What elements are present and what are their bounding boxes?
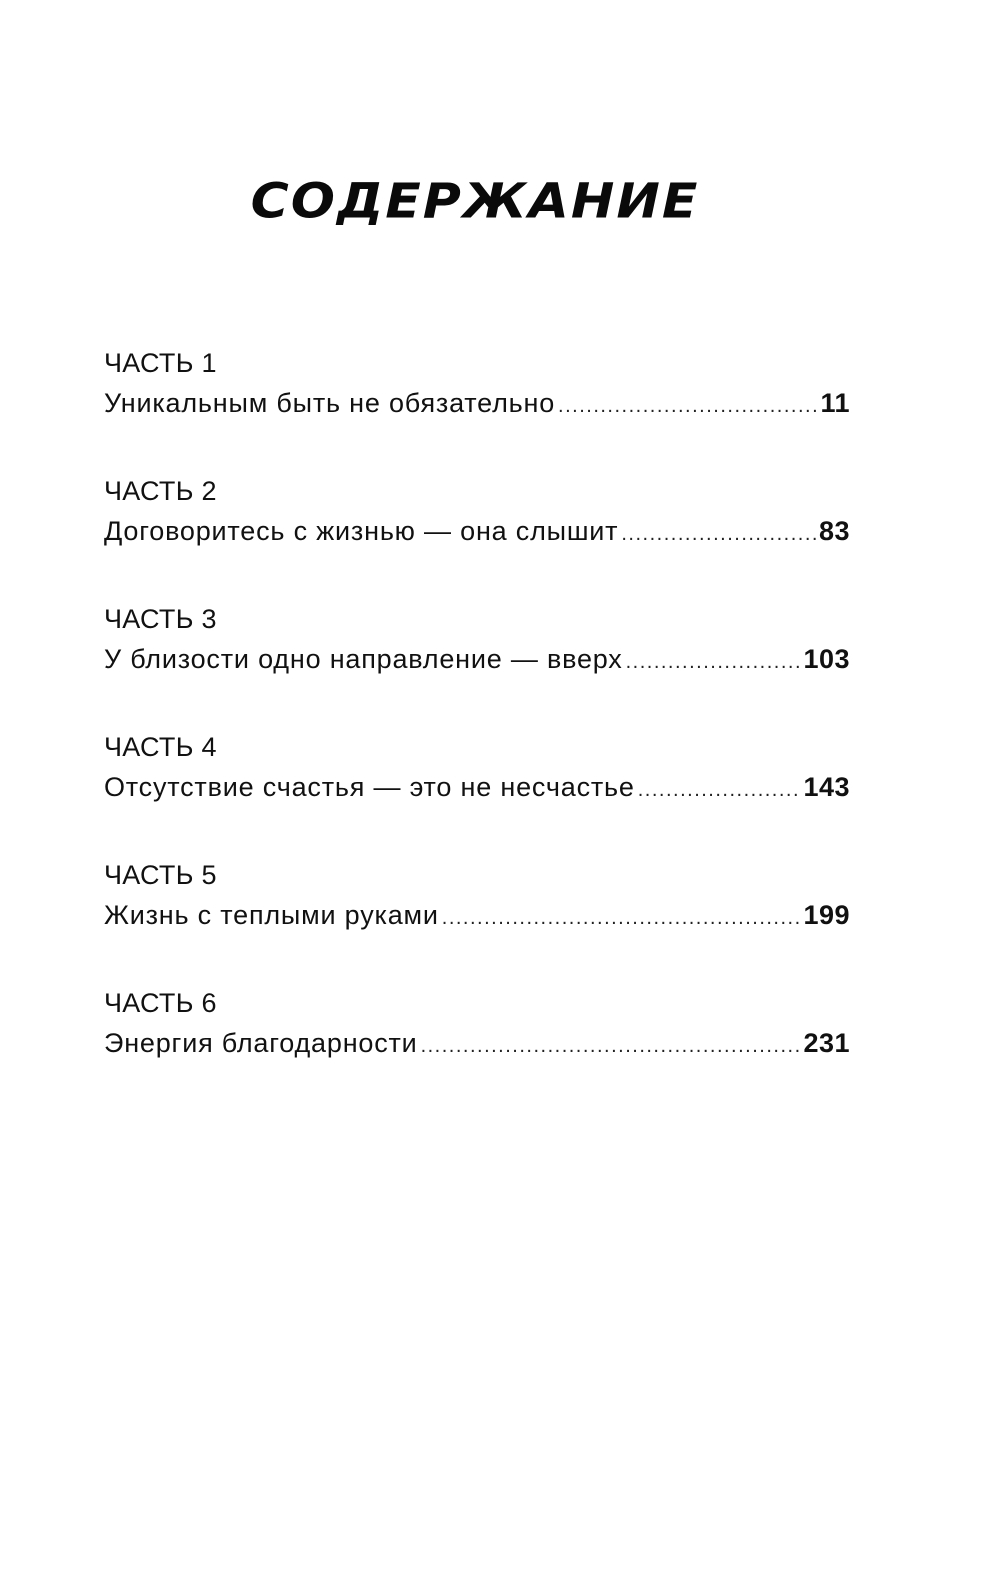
part-label: ЧАСТЬ 5 <box>104 860 217 890</box>
toc-entry-part-3 <box>104 599 850 727</box>
toc-heading: СОДЕРЖАНИЕ <box>250 174 700 230</box>
chapter-line <box>104 639 850 679</box>
chapter-title: Договоритесь с жизнью — она слышит <box>104 516 619 546</box>
page-number: 11 <box>820 388 850 418</box>
chapter-line <box>104 895 850 935</box>
page-number: 83 <box>818 516 850 546</box>
dot-leader <box>421 1026 801 1066</box>
page-number: 199 <box>803 900 850 930</box>
chapter-title: Жизнь с теплыми руками <box>104 900 439 930</box>
chapter-title: Энергия благодарности <box>104 1028 418 1058</box>
page-number: 143 <box>803 772 850 802</box>
dot-leader <box>442 898 801 938</box>
toc-entry-part-2 <box>104 471 850 599</box>
part-label: ЧАСТЬ 6 <box>104 988 217 1018</box>
toc-entry-part-1 <box>104 343 850 471</box>
part-label: ЧАСТЬ 3 <box>104 604 217 634</box>
chapter-title: У близости одно направление — вверх <box>104 644 623 674</box>
toc-entry-part-5 <box>104 855 850 983</box>
chapter-line <box>104 767 850 807</box>
chapter-title: Отсутствие счастья — это не несчастье <box>104 772 635 802</box>
chapter-title: Уникальным быть не обязательно <box>104 388 556 418</box>
toc-entry-part-4 <box>104 727 850 855</box>
dot-leader <box>621 514 816 554</box>
dot-leader <box>626 642 801 682</box>
part-label: ЧАСТЬ 4 <box>104 732 217 762</box>
chapter-line <box>104 511 850 551</box>
dot-leader <box>638 770 801 810</box>
part-label: ЧАСТЬ 1 <box>104 348 217 378</box>
toc-entry-part-6 <box>104 983 850 1111</box>
page-number: 231 <box>803 1028 850 1058</box>
page-number: 103 <box>803 644 850 674</box>
chapter-line <box>104 383 850 423</box>
dot-leader <box>558 386 817 426</box>
toc-list <box>104 343 850 1111</box>
part-label: ЧАСТЬ 2 <box>104 476 217 506</box>
chapter-line <box>104 1023 850 1063</box>
